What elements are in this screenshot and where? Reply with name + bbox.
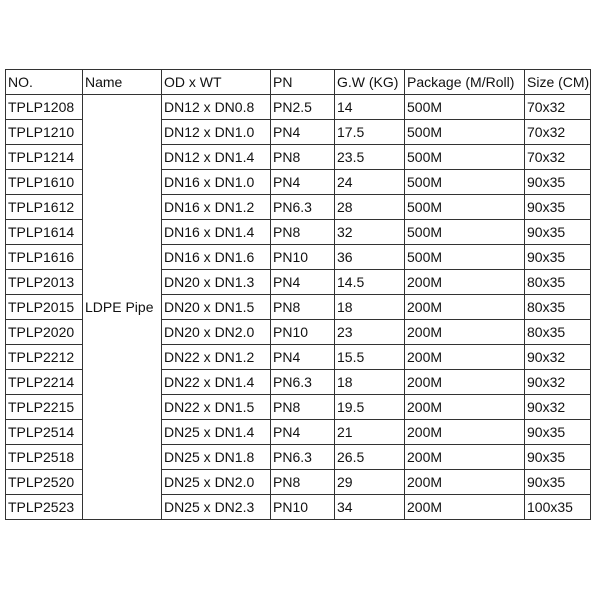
cell-od-wt: DN16 x DN1.0	[162, 170, 271, 195]
cell-no: TPLP2514	[6, 420, 83, 445]
cell-gw: 28	[335, 195, 405, 220]
cell-no: TPLP2523	[6, 495, 83, 520]
header-size: Size (CM)	[525, 70, 591, 95]
cell-pn: PN10	[271, 245, 335, 270]
cell-gw: 19.5	[335, 395, 405, 420]
header-gw: G.W (KG)	[335, 70, 405, 95]
cell-package: 200M	[405, 370, 525, 395]
cell-gw: 14.5	[335, 270, 405, 295]
cell-pn: PN8	[271, 395, 335, 420]
cell-size: 90x32	[525, 395, 591, 420]
spec-table	[5, 69, 591, 520]
cell-size: 80x35	[525, 320, 591, 345]
cell-package: 500M	[405, 120, 525, 145]
cell-no: TPLP1214	[6, 145, 83, 170]
cell-od-wt: DN16 x DN1.6	[162, 245, 271, 270]
header-pn: PN	[271, 70, 335, 95]
cell-pn: PN8	[271, 220, 335, 245]
cell-pn: PN6.3	[271, 195, 335, 220]
cell-package: 200M	[405, 270, 525, 295]
cell-pn: PN4	[271, 120, 335, 145]
cell-gw: 32	[335, 220, 405, 245]
cell-gw: 24	[335, 170, 405, 195]
cell-od-wt: DN22 x DN1.5	[162, 395, 271, 420]
cell-pn: PN4	[271, 270, 335, 295]
cell-size: 70x32	[525, 95, 591, 120]
cell-package: 500M	[405, 245, 525, 270]
spec-table-body	[6, 70, 591, 520]
cell-pn: PN2.5	[271, 95, 335, 120]
cell-package: 200M	[405, 345, 525, 370]
cell-od-wt: DN25 x DN2.3	[162, 495, 271, 520]
cell-package: 200M	[405, 295, 525, 320]
cell-gw: 15.5	[335, 345, 405, 370]
cell-no: TPLP1208	[6, 95, 83, 120]
cell-size: 90x32	[525, 370, 591, 395]
cell-no: TPLP1210	[6, 120, 83, 145]
cell-gw: 14	[335, 95, 405, 120]
header-no: NO.	[6, 70, 83, 95]
cell-gw: 29	[335, 470, 405, 495]
header-od-wt: OD x WT	[162, 70, 271, 95]
cell-size: 90x35	[525, 195, 591, 220]
cell-size: 90x35	[525, 220, 591, 245]
cell-gw: 34	[335, 495, 405, 520]
cell-pn: PN6.3	[271, 445, 335, 470]
cell-package: 500M	[405, 170, 525, 195]
cell-od-wt: DN12 x DN0.8	[162, 95, 271, 120]
cell-od-wt: DN25 x DN1.4	[162, 420, 271, 445]
header-package: Package (M/Roll)	[405, 70, 525, 95]
cell-pn: PN8	[271, 295, 335, 320]
cell-gw: 23	[335, 320, 405, 345]
cell-gw: 17.5	[335, 120, 405, 145]
cell-package: 200M	[405, 470, 525, 495]
cell-no: TPLP2015	[6, 295, 83, 320]
cell-gw: 21	[335, 420, 405, 445]
cell-pn: PN10	[271, 495, 335, 520]
cell-od-wt: DN12 x DN1.4	[162, 145, 271, 170]
cell-package: 500M	[405, 220, 525, 245]
cell-pn: PN6.3	[271, 370, 335, 395]
cell-no: TPLP1610	[6, 170, 83, 195]
cell-gw: 36	[335, 245, 405, 270]
cell-size: 90x35	[525, 445, 591, 470]
cell-package: 200M	[405, 395, 525, 420]
cell-package: 200M	[405, 320, 525, 345]
cell-od-wt: DN25 x DN1.8	[162, 445, 271, 470]
cell-gw: 18	[335, 370, 405, 395]
cell-size: 90x35	[525, 420, 591, 445]
cell-package: 200M	[405, 445, 525, 470]
cell-no: TPLP2215	[6, 395, 83, 420]
header-row	[6, 70, 591, 95]
cell-no: TPLP2518	[6, 445, 83, 470]
cell-pn: PN4	[271, 170, 335, 195]
cell-od-wt: DN25 x DN2.0	[162, 470, 271, 495]
cell-no: TPLP1616	[6, 245, 83, 270]
cell-package: 200M	[405, 495, 525, 520]
cell-gw: 18	[335, 295, 405, 320]
cell-size: 80x35	[525, 295, 591, 320]
cell-package: 500M	[405, 145, 525, 170]
cell-od-wt: DN22 x DN1.4	[162, 370, 271, 395]
cell-od-wt: DN16 x DN1.4	[162, 220, 271, 245]
cell-size: 70x32	[525, 120, 591, 145]
cell-no: TPLP1612	[6, 195, 83, 220]
header-name: Name	[83, 70, 162, 95]
cell-size: 90x35	[525, 245, 591, 270]
cell-no: TPLP2013	[6, 270, 83, 295]
cell-package: 500M	[405, 195, 525, 220]
cell-package: 200M	[405, 420, 525, 445]
cell-pn: PN10	[271, 320, 335, 345]
cell-size: 90x35	[525, 470, 591, 495]
cell-no: TPLP2212	[6, 345, 83, 370]
cell-no: TPLP2020	[6, 320, 83, 345]
cell-od-wt: DN20 x DN1.3	[162, 270, 271, 295]
cell-package: 500M	[405, 95, 525, 120]
cell-pn: PN8	[271, 470, 335, 495]
cell-no: TPLP2520	[6, 470, 83, 495]
cell-no: TPLP2214	[6, 370, 83, 395]
cell-od-wt: DN20 x DN2.0	[162, 320, 271, 345]
cell-pn: PN4	[271, 345, 335, 370]
cell-od-wt: DN12 x DN1.0	[162, 120, 271, 145]
cell-pn: PN8	[271, 145, 335, 170]
cell-pn: PN4	[271, 420, 335, 445]
cell-gw: 26.5	[335, 445, 405, 470]
table-row	[6, 95, 591, 120]
cell-size: 70x32	[525, 145, 591, 170]
cell-size: 90x35	[525, 170, 591, 195]
cell-od-wt: DN22 x DN1.2	[162, 345, 271, 370]
cell-no: TPLP1614	[6, 220, 83, 245]
cell-od-wt: DN16 x DN1.2	[162, 195, 271, 220]
cell-size: 80x35	[525, 270, 591, 295]
cell-size: 100x35	[525, 495, 591, 520]
cell-size: 90x32	[525, 345, 591, 370]
cell-name: LDPE Pipe	[83, 95, 162, 520]
cell-gw: 23.5	[335, 145, 405, 170]
cell-od-wt: DN20 x DN1.5	[162, 295, 271, 320]
